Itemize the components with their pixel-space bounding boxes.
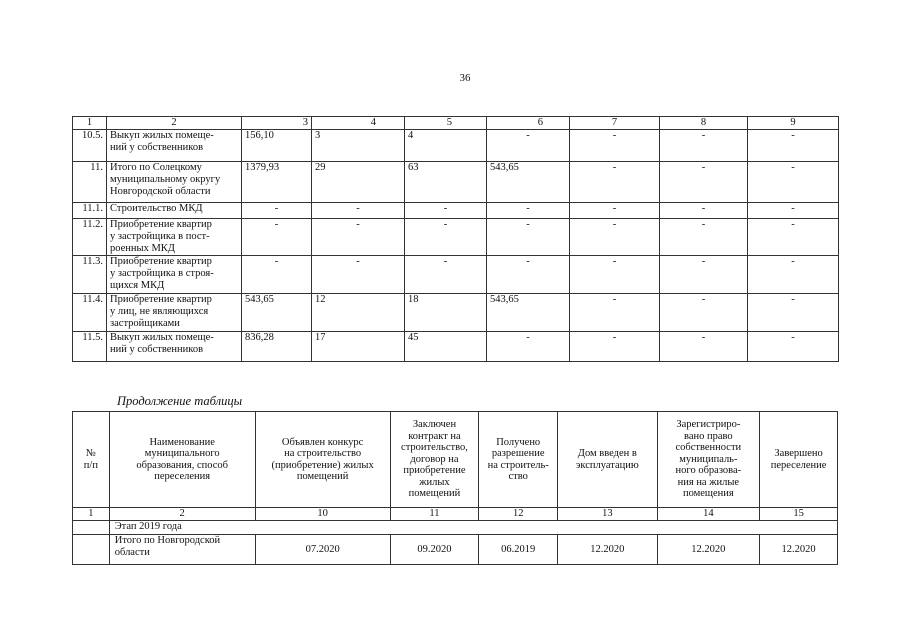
cell-c9: - [748, 219, 839, 256]
cell-c4: - [312, 219, 405, 256]
resettlement-table-part2 [72, 411, 838, 565]
column-number: 8 [660, 117, 748, 130]
cell-c4: 12 [312, 294, 405, 332]
cell-c14: 12.2020 [657, 535, 760, 565]
cell-c6: - [487, 130, 570, 162]
cell-c9: - [748, 130, 839, 162]
column-number: 9 [748, 117, 839, 130]
row-number: 11.1. [73, 203, 107, 219]
row-number: 11.2. [73, 219, 107, 256]
header-row [73, 412, 838, 508]
column-number: 13 [558, 508, 657, 521]
continuation-label: Продолжение таблицы [117, 394, 243, 408]
column-number: 5 [405, 117, 487, 130]
cell-c9: - [748, 256, 839, 294]
column-number-row [73, 508, 838, 521]
row-name: Итого по Солецкому муниципальному округу Новгородской области [107, 162, 242, 203]
cell-c6: 543,65 [487, 294, 570, 332]
cell-c6: - [487, 256, 570, 294]
row-name: Выкуп жилых помеще- ний у собственников [107, 332, 242, 362]
cell-c4: - [312, 203, 405, 219]
cell-c9: - [748, 332, 839, 362]
header-tender: Объявлен конкурс на строительство (приобретение) жилых помещений [255, 412, 390, 508]
cell-c7: - [570, 162, 660, 203]
table-row [73, 535, 838, 565]
cell-c13: 12.2020 [558, 535, 657, 565]
cell-c7: - [570, 332, 660, 362]
cell-c3: 836,28 [242, 332, 312, 362]
cell-c6: 543,65 [487, 162, 570, 203]
row-name: Итого по Новгородской области [109, 535, 255, 565]
cell-c9: - [748, 294, 839, 332]
cell-c5: - [405, 256, 487, 294]
cell-c8: - [660, 219, 748, 256]
cell-c8: - [660, 130, 748, 162]
cell-c5: - [405, 219, 487, 256]
column-number: 15 [760, 508, 838, 521]
row-number: 11.4. [73, 294, 107, 332]
column-number: 3 [242, 117, 312, 130]
cell-c6: - [487, 332, 570, 362]
row-name: Выкуп жилых помеще- ний у собственников [107, 130, 242, 162]
column-number: 7 [570, 117, 660, 130]
column-number: 11 [390, 508, 479, 521]
cell-c3: - [242, 203, 312, 219]
table-row [73, 203, 839, 219]
cell-c3: - [242, 256, 312, 294]
column-number: 1 [73, 508, 110, 521]
resettlement-table-part1 [72, 116, 839, 362]
cell-num [73, 535, 110, 565]
cell-c7: - [570, 130, 660, 162]
cell-c3: 156,10 [242, 130, 312, 162]
column-number: 12 [479, 508, 558, 521]
row-number: 11. [73, 162, 107, 203]
header-contract: Заключен контракт на строительство, договор на приобретение жилых помещений [390, 412, 479, 508]
cell-c5: 45 [405, 332, 487, 362]
cell-c8: - [660, 203, 748, 219]
cell-c7: - [570, 203, 660, 219]
cell-c7: - [570, 294, 660, 332]
header-commissioning: Дом введен в эксплуатацию [558, 412, 657, 508]
cell-c11: 09.2020 [390, 535, 479, 565]
table-row [73, 332, 839, 362]
header-ownership: Зарегистриро- вано право собственности муниципаль- ного образова- ния на жилые помещения [657, 412, 760, 508]
cell-c12: 06.2019 [479, 535, 558, 565]
column-number-row [73, 117, 839, 130]
table-row [73, 162, 839, 203]
cell-c8: - [660, 162, 748, 203]
stage-label: Этап 2019 года [109, 521, 837, 535]
cell-c7: - [570, 219, 660, 256]
cell-c5: 63 [405, 162, 487, 203]
cell-c4: 3 [312, 130, 405, 162]
cell-c6: - [487, 203, 570, 219]
row-name: Приобретение квартир у лиц, не являющихся застройщиками [107, 294, 242, 332]
table-row [73, 294, 839, 332]
column-number: 4 [312, 117, 405, 130]
cell-c7: - [570, 256, 660, 294]
cell-c3: - [242, 219, 312, 256]
column-number: 2 [107, 117, 242, 130]
cell-c4: 17 [312, 332, 405, 362]
row-name: Приобретение квартир у застройщика в строя- щихся МКД [107, 256, 242, 294]
row-name: Приобретение квартир у застройщика в пост- роенных МКД [107, 219, 242, 256]
stage-row [73, 521, 838, 535]
column-number: 6 [487, 117, 570, 130]
cell-c5: 4 [405, 130, 487, 162]
cell-c8: - [660, 294, 748, 332]
column-number: 2 [109, 508, 255, 521]
cell-c4: 29 [312, 162, 405, 203]
cell-c6: - [487, 219, 570, 256]
header-permit: Получено разрешение на строитель- ство [479, 412, 558, 508]
cell-c15: 12.2020 [760, 535, 838, 565]
column-number: 1 [73, 117, 107, 130]
cell-c8: - [660, 332, 748, 362]
cell-c3: 1379,93 [242, 162, 312, 203]
table-row [73, 219, 839, 256]
cell-c10: 07.2020 [255, 535, 390, 565]
row-number: 11.5. [73, 332, 107, 362]
column-number: 14 [657, 508, 760, 521]
page-number: 36 [459, 72, 471, 84]
cell-c9: - [748, 162, 839, 203]
column-number: 10 [255, 508, 390, 521]
header-name: Наименование муниципального образования, способ переселения [109, 412, 255, 508]
row-number: 11.3. [73, 256, 107, 294]
cell-c5: - [405, 203, 487, 219]
table-row [73, 130, 839, 162]
header-number: № п/п [73, 412, 110, 508]
cell-c9: - [748, 203, 839, 219]
header-completed: Завершено переселение [760, 412, 838, 508]
table-row [73, 256, 839, 294]
cell-c3: 543,65 [242, 294, 312, 332]
row-name: Строительство МКД [107, 203, 242, 219]
cell-c8: - [660, 256, 748, 294]
cell-c5: 18 [405, 294, 487, 332]
row-number: 10.5. [73, 130, 107, 162]
cell-c4: - [312, 256, 405, 294]
